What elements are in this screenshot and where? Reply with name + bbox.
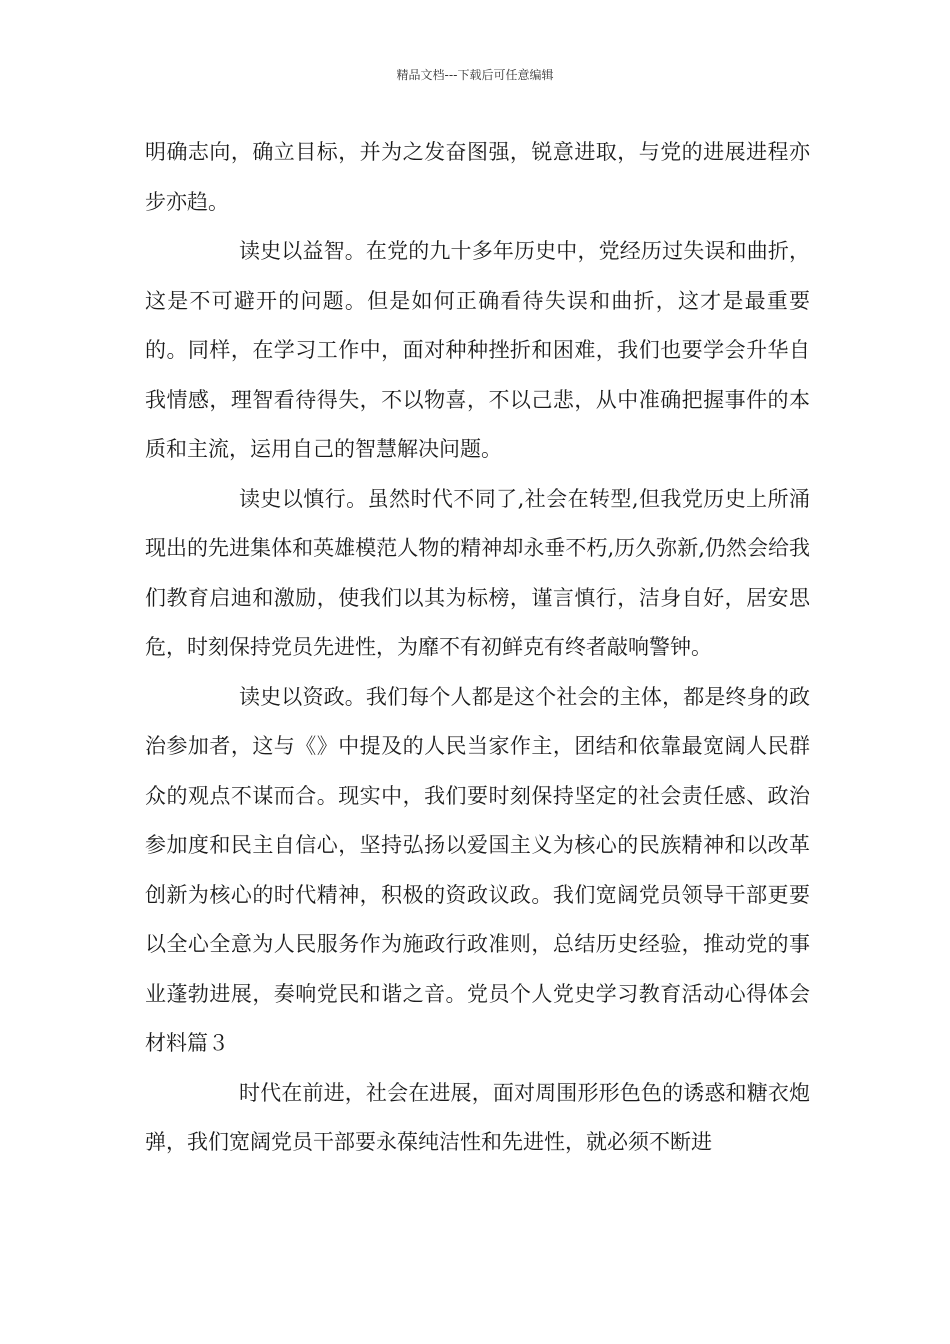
paragraph-read-history-wisdom: 读史以益智。在党的九十多年历史中，党经历过失误和曲折，这是不可避开的问题。但是如何正确看待失误和曲折，这才是最重要的。同样，在学习工作中，面对种种挫折和困难，我们也要学会升华自我情感，理智看待得失，不以物喜，不以己悲，从中准确把握事件的本质和主流，运用自己的智慧解决问题。 <box>145 239 810 461</box>
paragraph-read-history-prudence: 读史以慎行。虽然时代不同了,社会在转型,但我党历史上所涌现出的先进集体和英雄模范人物的精神却永垂不朽,历久弥新,仍然会给我们教育启迪和激励，使我们以其为标榜，谨言慎行，洁身自好，居安思危，时刻保持党员先进性，为靡不有初鲜克有终者敲响警钟。 <box>145 486 810 659</box>
paragraph-continuation: 明确志向，确立目标，并为之发奋图强，锐意进取，与党的进展进程亦步亦趋。 <box>145 140 810 214</box>
paragraph-times-advancing: 时代在前进，社会在进展，面对周围形形色色的诱惑和糖衣炮弹，我们宽阔党员干部要永葆纯洁性和先进性，就必须不断进 <box>145 1080 810 1154</box>
paragraph-read-history-governance: 读史以资政。我们每个人都是这个社会的主体，都是终身的政治参加者，这与《》中提及的人民当家作主，团结和依靠最宽阔人民群众的观点不谋而合。现实中，我们要时刻保持坚定的社会责任感、政治参加度和民主自信心，坚持弘扬以爱国主义为核心的民族精神和以改革创新为核心的时代精神，积极的资政议政。我们宽阔党员领导干部更要以全心全意为人民服务作为施政行政准则，总结历史经验，推动党的事业蓬勃进展，奏响党民和谐之音。党员个人党史学习教育活动心得体会材料篇３ <box>145 684 810 1055</box>
page-header: 精品文档---下载后可任意编辑 <box>396 68 554 82</box>
document-body <box>145 128 810 1168</box>
